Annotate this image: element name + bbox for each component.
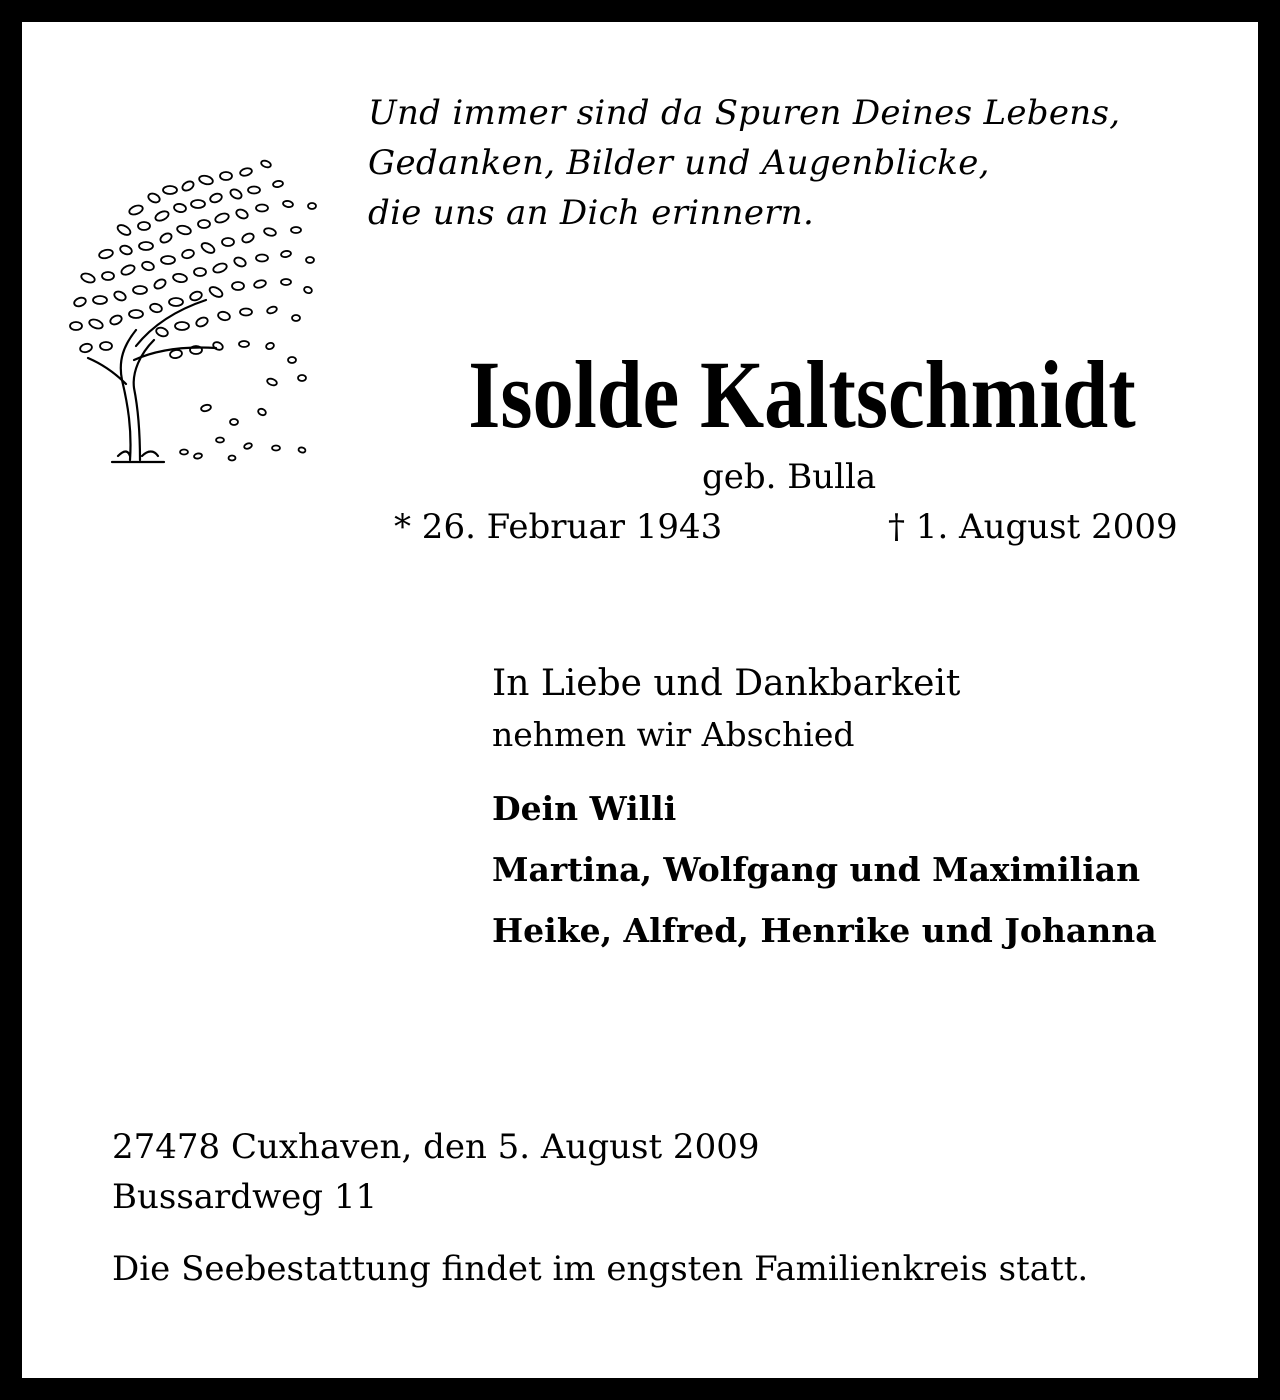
farewell-message: [492, 658, 960, 760]
address-block: [112, 1122, 759, 1222]
mourner-line: Heike, Alfred, Henrike und Johanna: [492, 911, 1157, 950]
epitaph-quote: [368, 88, 1120, 238]
farewell-line-1: In Liebe und Dankbarkeit: [492, 663, 961, 704]
windblown-tree-icon: [66, 150, 328, 468]
epitaph-line: Und immer sind da Spuren Deines Lebens,: [368, 93, 1121, 133]
deceased-name: Isolde Kaltschmidt: [468, 341, 1136, 448]
mourner-line: Dein Willi: [492, 789, 677, 828]
death-date: † 1. August 2009: [888, 507, 1178, 547]
birth-date: * 26. Februar 1943: [394, 507, 723, 547]
epitaph-line: die uns an Dich erinnern.: [368, 193, 815, 233]
place-and-date: 27478 Cuxhaven, den 5. August 2009: [112, 1127, 760, 1167]
mourners-list: [492, 778, 1157, 961]
farewell-line-2: nehmen wir Abschied: [492, 715, 855, 754]
mourner-line: Martina, Wolfgang und Maximilian: [492, 850, 1141, 889]
maiden-name: geb. Bulla: [702, 457, 877, 497]
street-address: Bussardweg 11: [112, 1177, 378, 1217]
epitaph-line: Gedanken, Bilder und Augenblicke,: [368, 143, 990, 183]
burial-notice: Die Seebestattung findet im engsten Familienkreis statt.: [112, 1249, 1089, 1289]
